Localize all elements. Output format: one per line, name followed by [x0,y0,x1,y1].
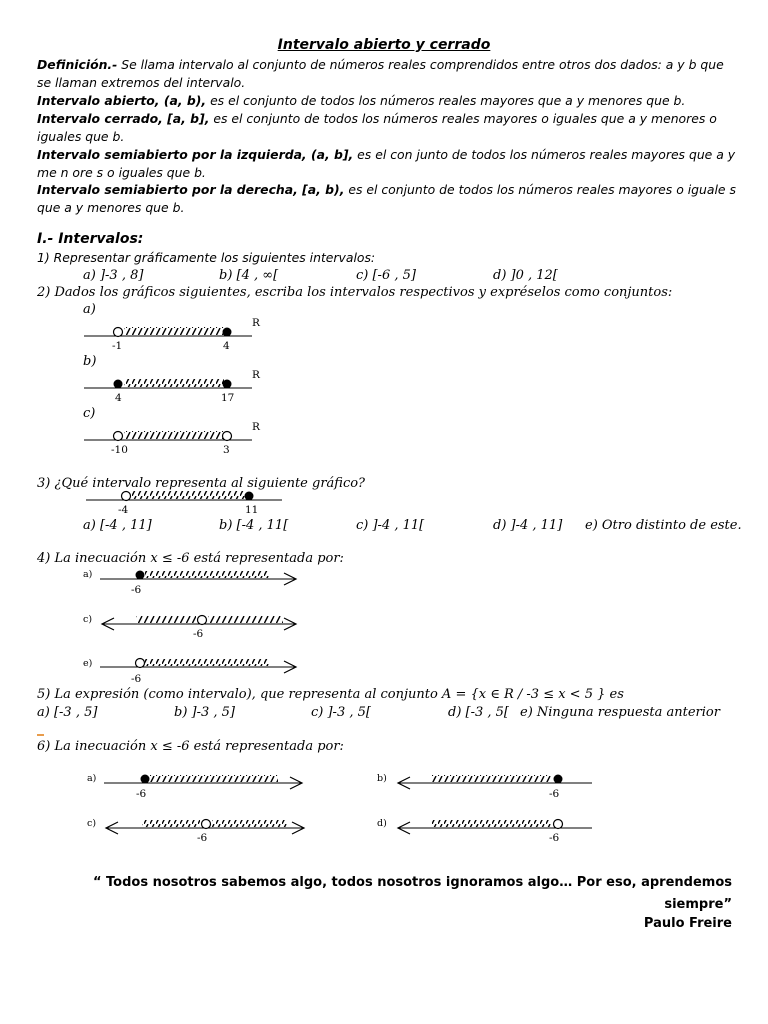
q6-d-value: -6 [549,832,560,844]
q1-option-b: b) [4 , ∞[ [219,268,279,283]
q3-option-c: c) ]-4 , 11[ [356,518,425,533]
open-endpoint [198,616,207,625]
q3-graph [86,491,282,501]
q2-graph-c [84,431,252,441]
closed-endpoint [136,571,145,580]
axis-label-r: R [252,369,260,381]
q4-graph-e [100,659,296,674]
q1-option-a: a) ]-3 , 8] [83,268,144,283]
question-3-text: 3) ¿Qué intervalo representa al siguiente gráfico? [37,476,366,491]
q6-a-value: -6 [136,788,147,800]
q3-option-b: b) [-4 , 11[ [219,518,289,533]
section-title: I.- Intervalos: [37,231,144,247]
question-6-text: 6) La inecuación x ≤ -6 está representada por: [37,739,344,754]
closed-endpoint [554,775,563,784]
q1-option-d: d) ]0 , 12[ [493,268,558,283]
q5-option-a: a) [-3 , 5] [37,705,98,720]
open-endpoint [114,432,123,441]
page-title: Intervalo abierto y cerrado [277,37,491,53]
q6-c-value: -6 [197,832,208,844]
quote-author: Paulo Freire [643,916,732,931]
axis-label-r: R [252,317,260,329]
closed-endpoint [245,492,254,501]
q4-graph-a-label: a) [83,569,93,580]
half-open-right-paragraph: Intervalo semiabierto por la derecha, [a, b), es el conjunto de todos los números reales mayores o iguale s que a y menores que b. [37,182,736,215]
q2-a-right-label: 4 [223,340,230,352]
q2-graph-c-label: c) [83,406,96,421]
q6-graph-b-label: b) [377,773,387,784]
closed-interval-paragraph: Intervalo cerrado, [a, b], es el conjunto de todos los números reales mayores o iguales que a y menores o iguales que b. [37,111,717,144]
question-2-text: 2) Dados los gráficos siguientes, escriba los intervalos respectivos y expréselos como conjuntos: [37,285,673,300]
q2-graph-a [84,327,252,337]
open-endpoint [136,659,145,668]
definition-paragraph: Definición.- Se llama intervalo al conjunto de números reales comprendidos entre otros dos dados: a y b que se llaman extremos del intervalo. [37,57,724,90]
question-5-text: 5) La expresión (como intervalo), que representa al conjunto A = {x ∈ R / -3 ≤ x < 5 } es [37,687,624,702]
open-endpoint [223,432,232,441]
q6-b-value: -6 [549,788,560,800]
q2-a-left-label: -1 [112,340,123,352]
open-interval-paragraph: Intervalo abierto, (a, b), es el conjunto de todos los números reales mayores que a y menores que b. [37,93,686,108]
closed-endpoint [223,380,232,389]
q2-graph-b [84,379,252,389]
open-endpoint [202,820,211,829]
q2-c-left-label: -10 [111,444,128,456]
q6-graph-d-label: d) [377,818,387,829]
q5-option-c: c) ]-3 , 5[ [311,705,371,720]
q3-option-a: a) [-4 , 11] [83,518,152,533]
question-1-text: 1) Representar gráficamente los siguientes intervalos: [37,250,376,265]
q4-c-value: -6 [193,628,204,640]
open-endpoint [554,820,563,829]
q5-option-d: d) [-3 , 5[ [448,705,510,720]
q2-c-right-label: 3 [223,444,230,456]
q3-right-label: 11 [245,504,259,516]
q1-option-c: c) [-6 , 5] [356,268,416,283]
q3-option-e: e) Otro distinto de este. [585,518,742,533]
q4-graph-a [100,571,296,586]
closed-endpoint [141,775,150,784]
q6-graph-d [398,820,592,835]
q2-b-right-label: 17 [221,392,235,404]
open-endpoint [114,328,123,337]
q5-option-b: b) ]-3 , 5] [174,705,236,720]
q5-option-e: e) Ninguna respuesta anterior [520,705,720,720]
q3-option-d: d) ]-4 , 11] [493,518,563,533]
q3-left-label: -4 [118,504,129,516]
q6-graph-a-label: a) [87,773,97,784]
q4-graph-c-label: c) [83,614,93,625]
q2-b-left-label: 4 [115,392,122,404]
question-4-text: 4) La inecuación x ≤ -6 está representada por: [37,551,344,566]
q4-graph-e-label: e) [83,658,93,669]
q6-graph-a [104,775,302,790]
open-endpoint [122,492,131,501]
half-open-left-paragraph: Intervalo semiabierto por la izquierda, (a, b], es el con junto de todos los números reales mayores que a y me n ore s o iguales que b. [37,147,736,180]
closed-endpoint [223,328,232,337]
q2-graph-a-label: a) [83,302,96,317]
axis-label-r: R [252,421,260,433]
closed-endpoint [114,380,123,389]
quote-text: “ Todos nosotros sabemos algo, todos nosotros ignoramos algo… Por eso, aprendemos siempre” [92,875,732,912]
q4-e-value: -6 [131,673,142,685]
q6-graph-b [398,775,592,790]
q4-a-value: -6 [131,584,142,596]
q6-graph-c-label: c) [87,818,97,829]
q2-graph-b-label: b) [83,354,97,369]
